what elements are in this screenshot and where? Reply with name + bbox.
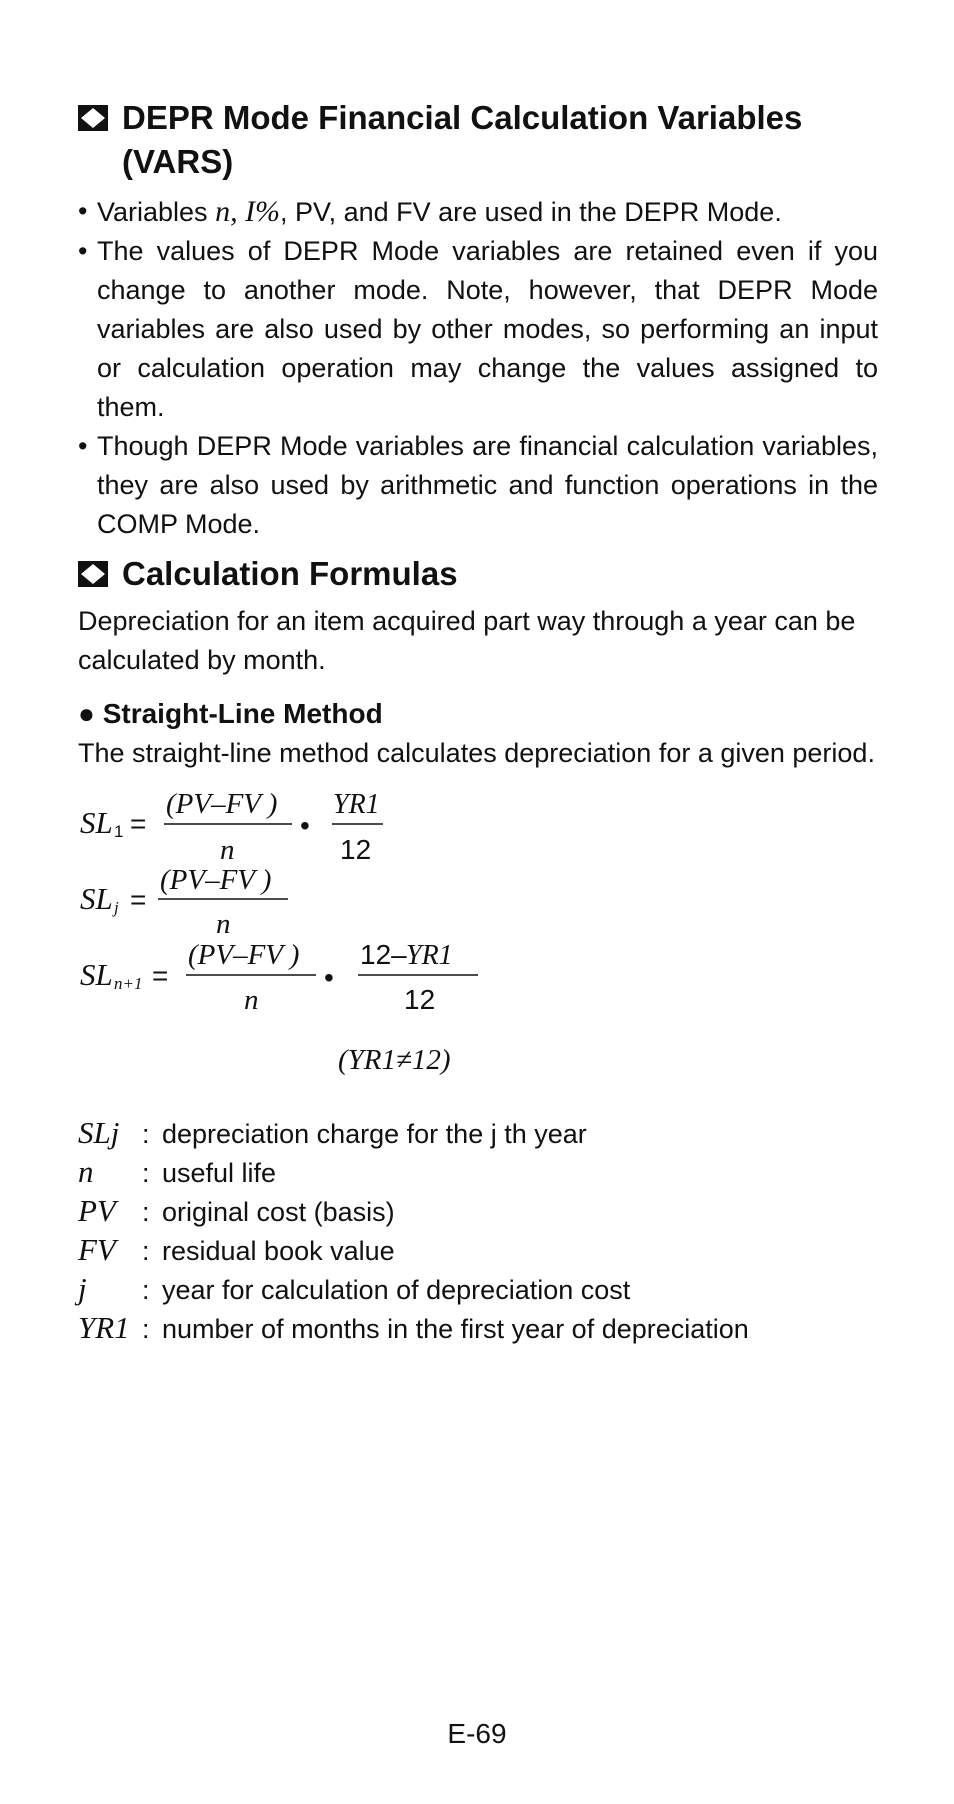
definition-separator: : — [142, 1314, 150, 1344]
formula-denominator: n — [244, 984, 259, 1016]
list-item: • Variables n, I%, PV, and FV are used in the DEPR Mode. — [78, 192, 878, 232]
definition-symbol: j — [78, 1271, 87, 1306]
definition-row — [78, 1271, 878, 1310]
diamond-box-icon — [78, 561, 108, 587]
page-number: E-69 — [447, 1718, 507, 1749]
definition-text: residual book value — [162, 1236, 395, 1266]
formula-eq: = — [152, 960, 169, 991]
formula-eq: = — [130, 808, 147, 839]
formula-condition: (YR1≠12) — [338, 1044, 451, 1076]
formula-sln-sub: n+1 — [114, 974, 143, 993]
definition-symbol: YR1 — [78, 1310, 130, 1345]
definition-row — [78, 1115, 878, 1154]
vars-bullet-list — [78, 192, 878, 544]
definition-text: original cost (basis) — [162, 1197, 395, 1227]
formula-sln-label: SL — [80, 957, 113, 992]
definition-list — [78, 1115, 878, 1349]
intro-paragraph: Depreciation for an item acquired part way through a year can be calculated by month. — [78, 606, 856, 675]
formula-slj-label: SL — [80, 881, 113, 916]
definition-text: useful life — [162, 1158, 277, 1188]
definition-symbol: FV — [78, 1232, 116, 1267]
definition-separator: : — [142, 1119, 150, 1149]
formula-slj-sub: j — [114, 898, 119, 917]
section-heading-vars — [78, 96, 878, 184]
definition-row — [78, 1193, 878, 1232]
definition-separator: : — [142, 1275, 150, 1305]
formula-sl1-sub: 1 — [114, 822, 124, 841]
method-heading: ● Straight-Line Method — [78, 698, 383, 729]
definition-row — [78, 1310, 878, 1349]
definition-text: year for calculation of depreciation cost — [162, 1275, 631, 1305]
definition-symbol: n — [78, 1154, 94, 1189]
formula-eq: = — [130, 884, 147, 915]
definition-symbol: SLj — [78, 1115, 120, 1150]
definition-row — [78, 1154, 878, 1193]
formula-numerator: (PV–FV ) — [166, 788, 278, 820]
definition-symbol: PV — [78, 1193, 116, 1228]
bullet-icon: ● — [78, 698, 103, 729]
definition-separator: : — [142, 1158, 150, 1188]
definition-separator: : — [142, 1236, 150, 1266]
formula-twelve: 12 — [340, 834, 372, 865]
formula-twelve-minus: 12– — [360, 939, 407, 970]
formula-dot: • — [324, 962, 334, 993]
list-item: • Though DEPR Mode variables are financial calculation variables, they are also used by arithmetic and function operations in the COMP Mode. — [78, 427, 878, 544]
formula-yr1: YR1 — [333, 789, 380, 820]
definition-text: depreciation charge for the j th year — [162, 1119, 587, 1149]
list-item: • The values of DEPR Mode variables are retained even if you change to another mode. Note, however, that DEPR Mode variables are also used by other modes, so performing an input or calculation operation may change the values assigned to them. — [78, 232, 878, 427]
definition-row — [78, 1232, 878, 1271]
formula-twelve: 12 — [404, 984, 436, 1015]
section-heading-formulas — [78, 552, 878, 596]
definition-text: number of months in the first year of depreciation — [162, 1314, 749, 1344]
formula-dot: • — [300, 810, 310, 841]
formula-sl1-label: SL — [80, 805, 113, 840]
section-title: Calculation Formulas — [122, 555, 458, 592]
formula-numerator: (PV–FV ) — [160, 864, 272, 896]
diamond-box-icon — [78, 105, 108, 131]
method-description: The straight-line method calculates depreciation for a given period. — [78, 738, 875, 768]
formula-block — [78, 787, 878, 1097]
page-content — [78, 96, 878, 1349]
definition-separator: : — [142, 1197, 150, 1227]
section-title: DEPR Mode Financial Calculation Variables (VARS) — [122, 99, 803, 180]
formula-numerator: (PV–FV ) — [188, 939, 300, 971]
formula-denominator: n — [216, 908, 231, 940]
formula-yr1: YR1 — [406, 940, 453, 971]
formula-denominator: n — [220, 834, 235, 866]
